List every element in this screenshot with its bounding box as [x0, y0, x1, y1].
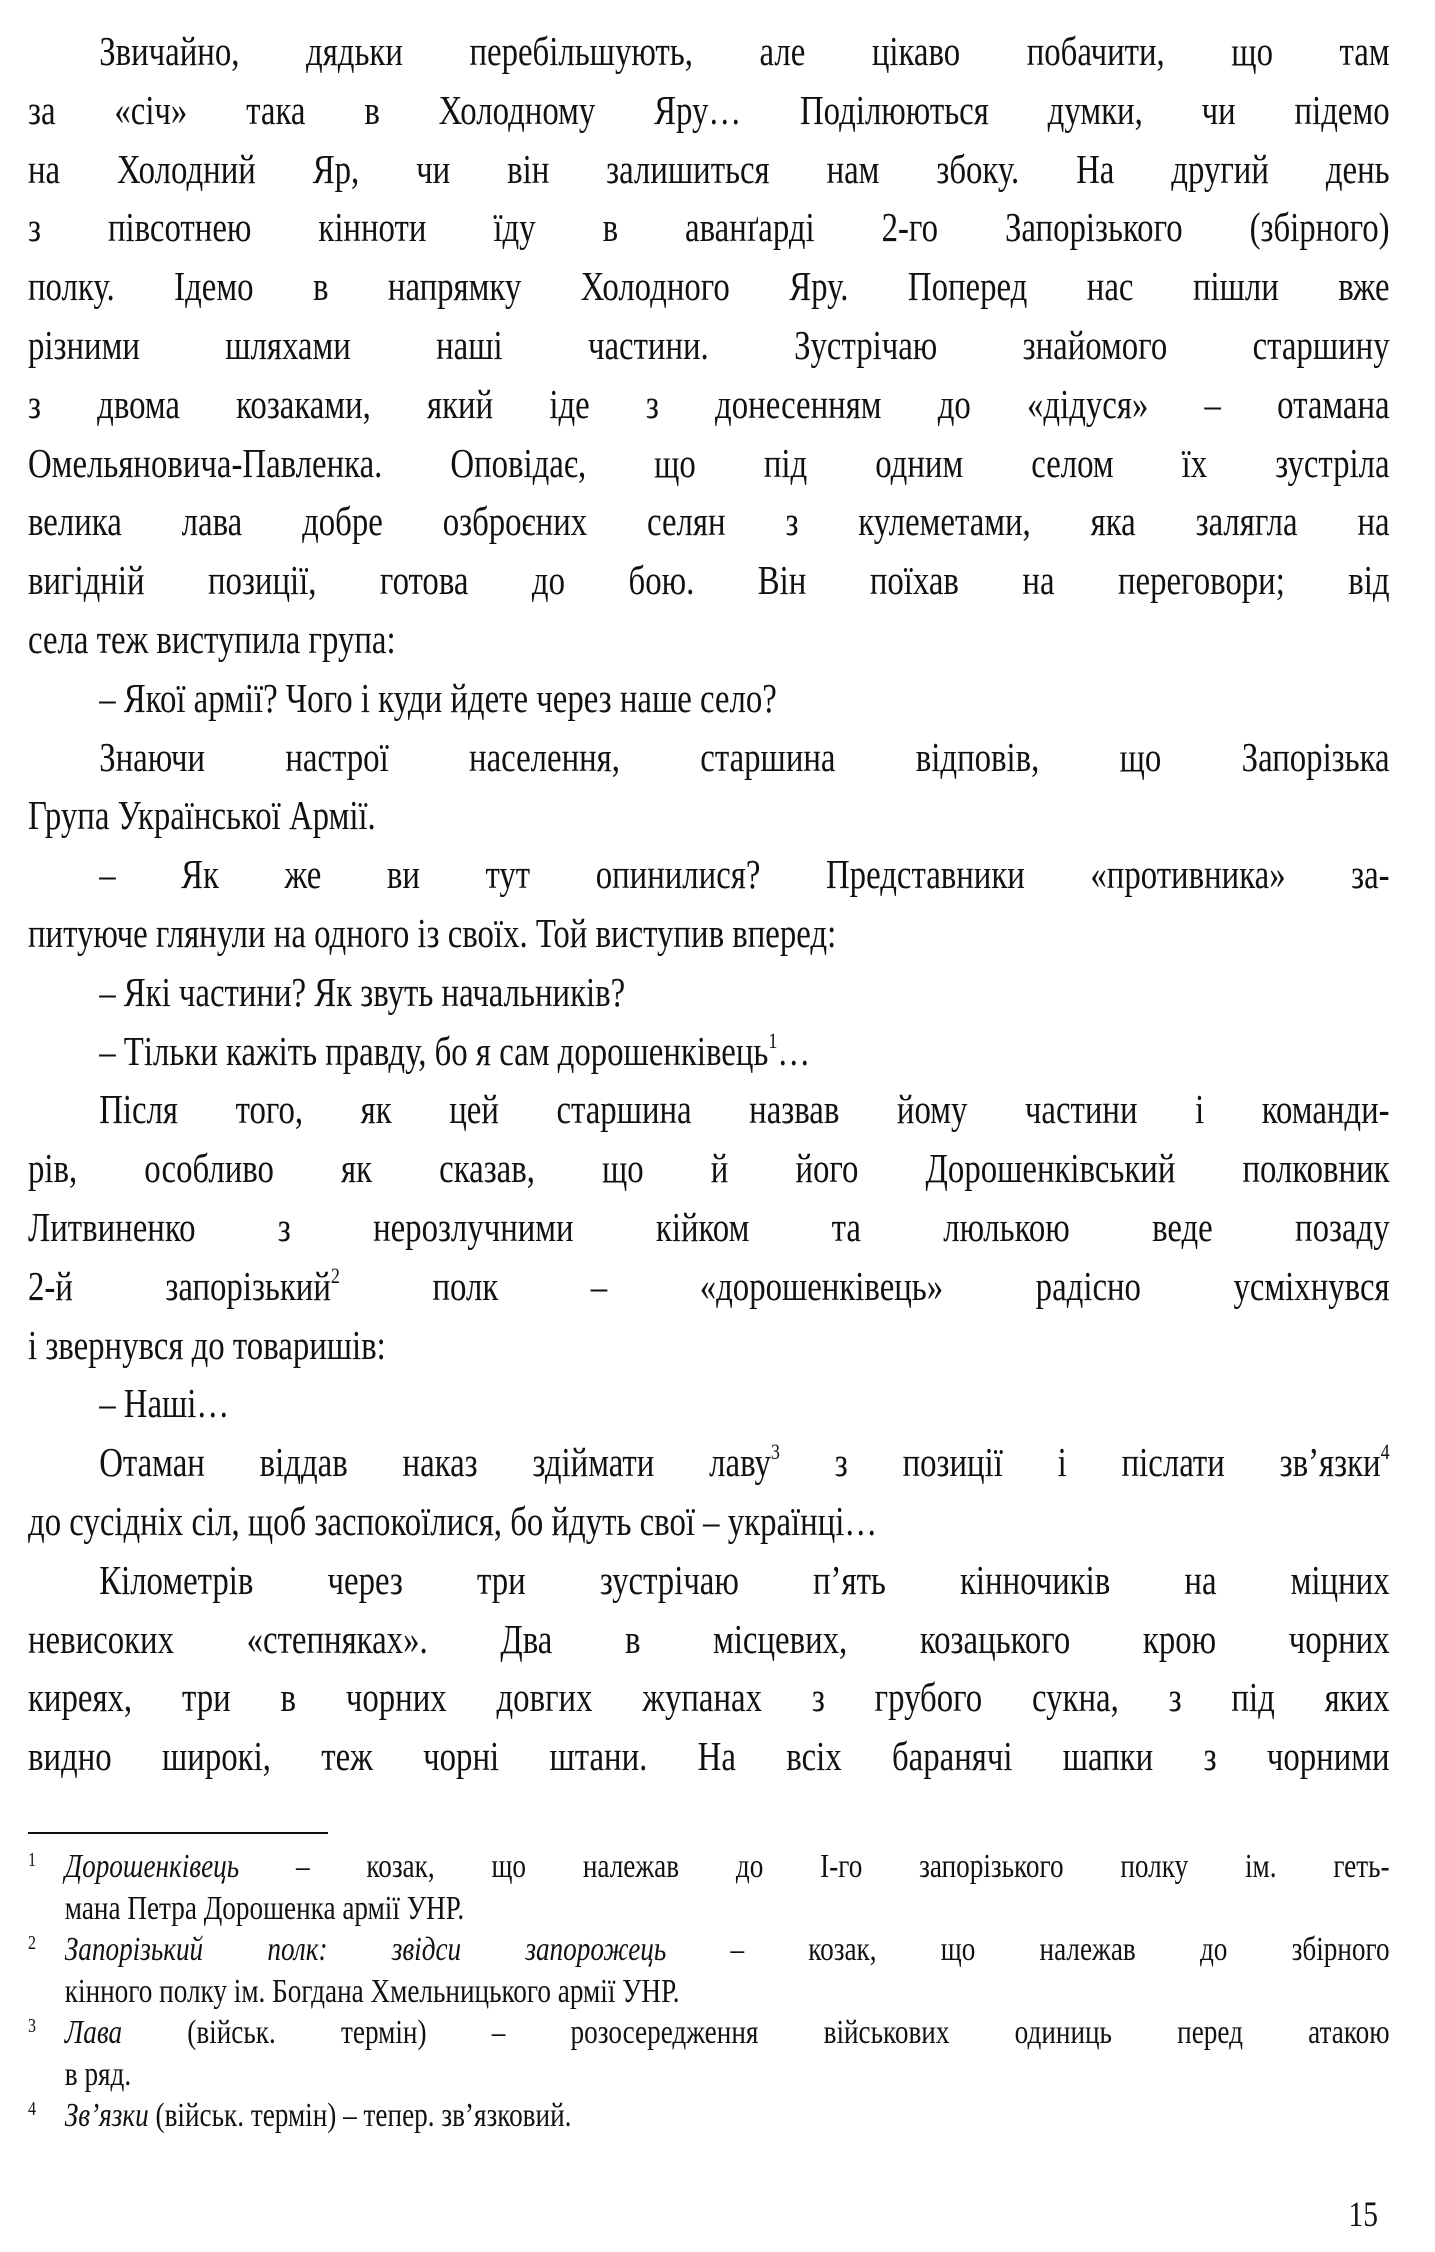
- text-line: Група Української Армії.: [28, 792, 376, 839]
- text-line: Литвиненко з нерозлучними кійком та люлькою веде позаду: [28, 1203, 1390, 1250]
- text-line: Кілометрів через три зустрічаю п’ять кінночиків на міцних: [99, 1556, 1390, 1603]
- text-line: до сусідніх сіл, щоб заспокоїлися, бо йдуть свої – українці…: [28, 1497, 878, 1544]
- footnote-ref-4[interactable]: 4: [1380, 1439, 1390, 1465]
- footnote-3: [28, 2012, 1390, 2095]
- footnote-2: [28, 1929, 1390, 2012]
- text-line: і звернувся до товаришів:: [28, 1321, 386, 1368]
- text-line: Звичайно, дядьки перебільшують, але цікаво побачити, що там: [99, 28, 1390, 74]
- dialogue-line: – Наші…: [99, 1380, 230, 1427]
- dialogue-line: – Тільки кажіть правду, бо я сам дорошенківець$^1$…: [99, 1027, 811, 1074]
- text-line: з двома козаками, який іде з донесенням до «дідуся» – отамана: [28, 380, 1390, 427]
- footnote-line: Запорізький полк: звідси запорожець – козак, що належав до збірного: [64, 1931, 1390, 1968]
- footnote-ref-3[interactable]: 3: [770, 1439, 780, 1465]
- text-line: вигідній позиції, готова до бою. Він поїхав на переговори; від: [28, 557, 1390, 604]
- dialogue-line: – Якої армії? Чого і куди йдете через наше село?: [99, 674, 777, 721]
- footnote-number: 1: [28, 1849, 36, 1871]
- footnote-line: кінного полку ім. Богдана Хмельницького армії УНР.: [64, 1972, 680, 2010]
- text-line: Омельяновича-Павленка. Оповідає, що під одним селом їх зустріла: [28, 439, 1390, 486]
- text-line: Після того, як цей старшина назвав йому частини і команди-: [99, 1086, 1390, 1133]
- text-line: невисоких «степняках». Два в місцевих, козацького крою чорних: [28, 1615, 1390, 1662]
- text-line: рів, особливо як сказав, що й його Дорошенківський полковник: [28, 1145, 1390, 1192]
- footnote-1: [28, 1846, 1390, 1929]
- dialogue-line: – Які частини? Як звуть начальників?: [99, 968, 626, 1015]
- footnote-line: Зв’язки (військ. термін) – тепер. зв’язковий.: [64, 2097, 572, 2134]
- text-line: за «січ» така в Холодному Яру… Поділюються думки, чи підемо: [28, 86, 1390, 133]
- footnote-number: 3: [28, 2015, 36, 2037]
- text-line: з півсотнею кінноти їду в аванґарді 2-го Запорізького (збірного): [28, 204, 1390, 251]
- text-line: 2-й запорізький$^2$ полк – «дорошенківець» радісно усміхнувся: [28, 1262, 1390, 1309]
- text-line: видно широкі, теж чорні штани. На всіх баранячі шапки з чорними: [28, 1733, 1390, 1780]
- text-line: Отаман віддав наказ здіймати лаву$^3$ з позиції і післати зв’язки$^4$: [99, 1439, 1390, 1486]
- page-number: 15: [1348, 2194, 1378, 2234]
- footnotes: [28, 1846, 1390, 2137]
- footnote-line: мана Петра Дорошенка армії УНР.: [64, 1889, 465, 1927]
- text-line: полку. Ідемо в напрямку Холодного Яру. Поперед нас пішли вже: [28, 263, 1390, 310]
- text-line: киреях, три в чорних довгих жупанах з грубого сукна, з під яких: [28, 1674, 1390, 1721]
- footnote-line: в ряд.: [64, 2055, 132, 2093]
- footnote-number: 2: [28, 1932, 36, 1954]
- body-text: [28, 22, 1390, 1786]
- text-line: різними шляхами наші частини. Зустрічаю знайомого старшину: [28, 321, 1390, 368]
- footnote-ref-2[interactable]: 2: [330, 1262, 340, 1288]
- footnote-line: Лава (військ. термін) – розосередження військових одиниць перед атакою: [64, 2014, 1390, 2051]
- footnote-ref-1[interactable]: 1: [768, 1027, 778, 1053]
- footnote-4: [28, 2095, 1390, 2137]
- text-line: Знаючи настрої населення, старшина відповів, що Запорізька: [99, 733, 1390, 780]
- footnote-number: 4: [28, 2098, 36, 2120]
- text-line: велика лава добре озброєних селян з кулеметами, яка залягла на: [28, 498, 1390, 545]
- footnote-divider: [28, 1832, 328, 1834]
- footnote-line: Дорошенківець – козак, що належав до I-го запорізького полку ім. геть-: [64, 1848, 1390, 1885]
- dialogue-line: – Як же ви тут опинилися? Представники «противника» за-: [99, 851, 1390, 898]
- text-line: села теж виступила група:: [28, 615, 396, 662]
- text-line: на Холодний Яр, чи він залишиться нам збоку. На другий день: [28, 145, 1390, 192]
- text-line: питуюче глянули на одного із своїх. Той виступив вперед:: [28, 909, 837, 956]
